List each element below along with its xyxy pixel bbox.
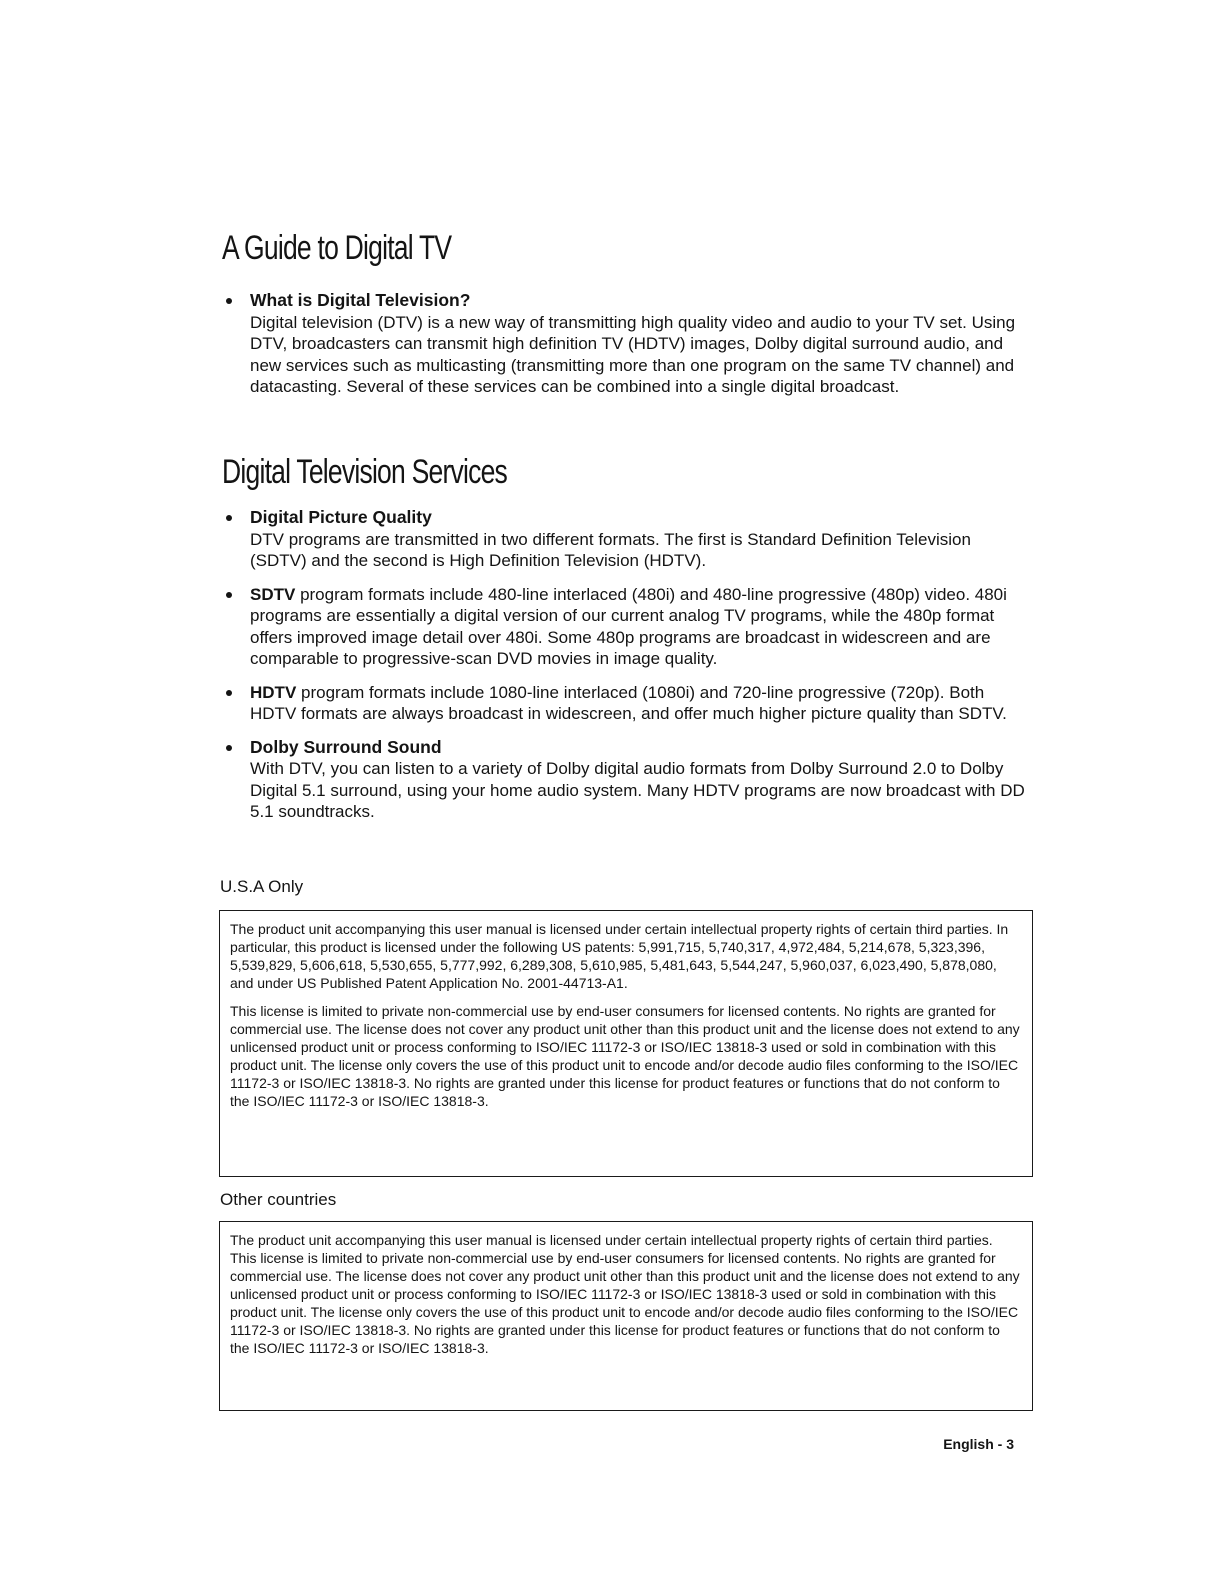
- bullet-title: Digital Picture Quality: [250, 507, 432, 527]
- list-item: [222, 584, 1032, 670]
- bullet-icon: [226, 515, 232, 521]
- bullet-lead: HDTV: [250, 682, 297, 702]
- guide-list: [222, 290, 1032, 410]
- list-item: [222, 737, 1032, 823]
- bullet-body: Digital television (DTV) is a new way of transmitting high quality video and audio to your TV set. Using DTV, broadcasters can transmit high definition TV (HDTV) images, Dolby digital surround audio, and new services such as multicasting (transmitting more than one program on the same TV channel) and datacasting. Several of these services can be combined into a single digital broadcast.: [250, 312, 1016, 396]
- list-item: [222, 682, 1032, 725]
- bullet-lead: SDTV: [250, 584, 296, 604]
- bullet-body: program formats include 1080-line interlaced (1080i) and 720-line progressive (720p). Both HDTV formats are always broadcast in widescreen, and offer much higher picture quality than SDTV.: [250, 682, 1007, 723]
- bullet-title: What is Digital Television?: [250, 290, 471, 310]
- usa-license-box: [219, 910, 1033, 1177]
- other-label: Other countries: [220, 1190, 337, 1209]
- bullet-body: program formats include 480-line interlaced (480i) and 480-line progressive (480p) video. 480i programs are essentially a digital version of our current analog TV programs, while the 480p format offers improved image detail over 480i. Some 480p programs are broadcast in widescreen and are comparable to progressive-scan DVD movies in image quality.: [250, 584, 1007, 668]
- bullet-body: With DTV, you can listen to a variety of Dolby digital audio formats from Dolby Surround 2.0 to Dolby Digital 5.1 surround, using your home audio system. Many HDTV programs are now broadcast with DD 5.1 soundtracks.: [250, 759, 1025, 821]
- guide-heading: A Guide to Digital TV: [222, 229, 452, 267]
- bullet-icon: [226, 592, 232, 598]
- services-list: [222, 507, 1032, 835]
- usa-license-para-2: This license is limited to private non-commercial use by end-user consumers for licensed contents. No rights are granted for commercial use. The license does not cover any product unit other than this product unit and the license does not extend to any unlicensed product unit or process conforming to ISO/IEC 11172-3 or ISO/IEC 13818-3 used or sold in combination with this product unit. The license only covers the use of this product unit to encode and/or decode audio files conforming to the ISO/IEC 11172-3 or ISO/IEC 13818-3. No rights are granted under this license for product features or functions that do not conform to the ISO/IEC 11172-3 or ISO/IEC 13818-3.: [230, 1003, 1020, 1109]
- bullet-title: Dolby Surround Sound: [250, 736, 442, 757]
- bullet-icon: [226, 690, 232, 696]
- services-heading: Digital Television Services: [222, 453, 508, 491]
- list-item: [222, 507, 1032, 572]
- bullet-icon: [226, 298, 232, 304]
- list-item: [222, 290, 1032, 398]
- other-license-para: The product unit accompanying this user manual is licensed under certain intellectual property rights of certain third parties. This license is limited to private non-commercial use by end-user consumers for licensed contents. No rights are granted for commercial use. The license does not cover any product unit other than this product unit and the license does not extend to any unlicensed product unit or process conforming to ISO/IEC 11172-3 or ISO/IEC 13818-3 used or sold in combination with this product unit. The license only covers the use of this product unit to encode and/or decode audio files conforming to the ISO/IEC 11172-3 or ISO/IEC 13818-3. No rights are granted under this license for product features or functions that do not conform to the ISO/IEC 11172-3 or ISO/IEC 13818-3.: [230, 1232, 1020, 1356]
- bullet-body: DTV programs are transmitted in two different formats. The first is Standard Definition Television (SDTV) and the second is High Definition Television (HDTV).: [250, 529, 971, 570]
- page-number: English - 3: [943, 1436, 1014, 1452]
- usa-label: U.S.A Only: [220, 877, 304, 896]
- bullet-icon: [226, 745, 232, 751]
- usa-license-para-1: The product unit accompanying this user manual is licensed under certain intellectual property rights of certain third parties. In particular, this product is licensed under the following US patents: 5,991,715, 5,740,317, 4,972,484, 5,214,678, 5,323,396, 5,539,829, 5,606,618, 5,530,655, 5,777,992, 6,289,308, 5,610,985, 5,481,643, 5,544,247, 5,960,037, 6,023,490, 5,878,080, and under US Published Patent Application No. 2001-44713-A1.: [230, 921, 1009, 991]
- other-license-box: [219, 1221, 1033, 1411]
